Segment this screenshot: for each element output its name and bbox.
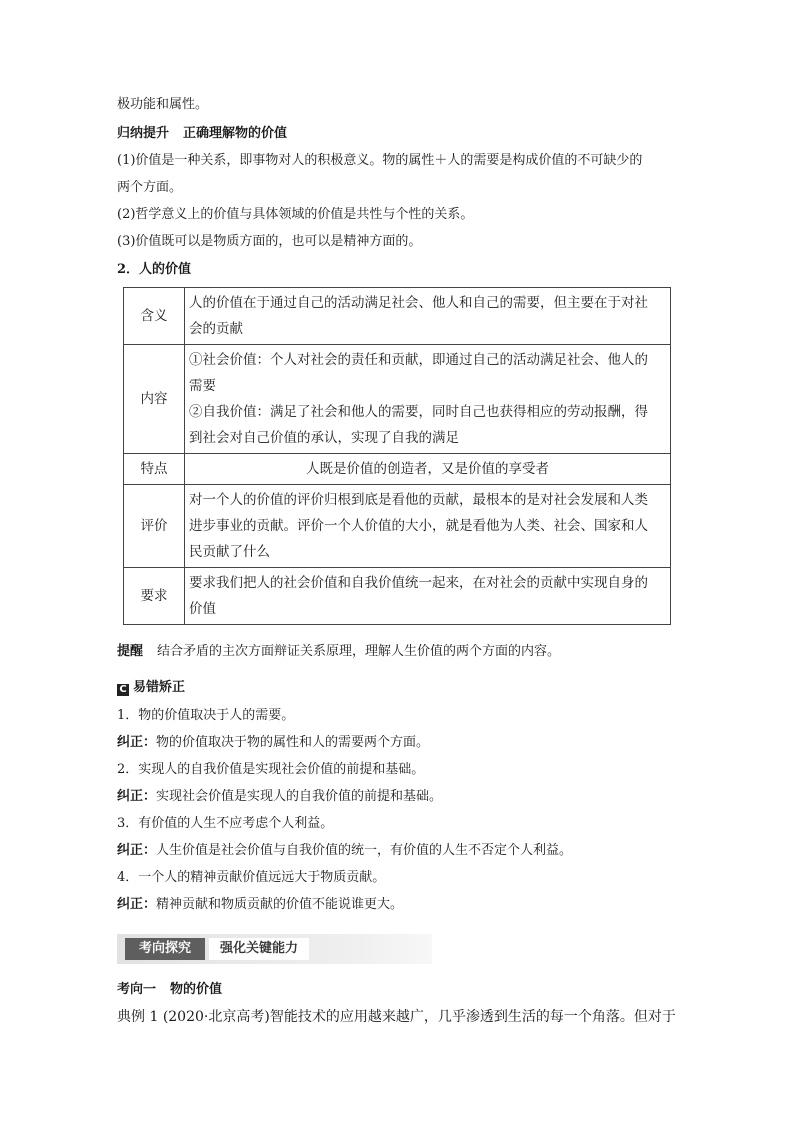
section-label: 考向探究 [125,938,205,960]
summary-point-1-cont: 两个方面。 [117,180,183,195]
row-label: 特点 [124,454,185,485]
reminder [117,643,560,661]
summary-heading [117,125,287,143]
pitfall-claim-4: 4．一个人的精神贡献价值远远大于物质贡献。 [117,870,386,885]
pitfall-fix-4: 纠正：精神贡献和物质贡献的价值不能说谁更大。 [117,897,404,912]
reminder-label: 提醒 [117,644,144,659]
table-row [124,288,671,345]
summary-title: 正确理解物的价值 [183,126,288,141]
row-content: 人的价值在于通过自己的活动满足社会、他人和自己的需要，但主要在于对社 会的贡献 [185,288,671,345]
table-row [124,485,671,568]
row-label: 内容 [124,345,185,454]
pitfall-fix-3: 纠正：人生价值是社会价值与自我价值的统一，有价值的人生不否定个人利益。 [117,843,573,858]
section-subtitle: 强化关键能力 [209,938,309,960]
pitfall-claim-1: 1．物的价值取决于人的需要。 [117,708,295,723]
human-value-table [123,287,671,625]
pitfall-claim-3: 3．有价值的人生不应考虑个人利益。 [117,816,334,831]
pitfall-claim-2: 2．实现人的自我价值是实现社会价值的前提和基础。 [117,762,425,777]
example-text: 智能技术的应用越来越广，几乎渗透到生活的每一个角落。但对于 [269,1009,676,1025]
row-label: 评价 [124,485,185,568]
row-content: 人既是价值的创造者，又是价值的享受者 [185,454,671,485]
human-value-heading: 2．人的价值 [117,262,192,277]
pitfalls-heading [117,679,185,697]
pitfall-fix-1: 纠正：物的价值取决于物的属性和人的需要两个方面。 [117,735,430,750]
pitfalls-title: 易错矫正 [133,680,186,695]
direction-heading: 考向一 物的价值 [117,982,223,997]
example-line [117,1008,676,1026]
reminder-text: 结合矛盾的主次方面辩证关系原理，理解人生价值的两个方面的内容。 [157,644,561,659]
summary-point-2: (2)哲学意义上的价值与具体领域的价值是共性与个性的关系。 [117,207,474,222]
summary-point-1: (1)价值是一种关系，即事物对人的积极意义。物的属性＋人的需要是构成价值的不可缺少的 [117,153,643,168]
row-content: 对一个人的价值的评价归根到底是看他的贡献，最根本的是对社会发展和人类 进步事业的贡献。评价一个人价值的大小，就是看他为人类、社会、国家和人 民贡献了什么 [185,485,671,568]
section-banner [117,934,432,964]
pitfall-fix-2: 纠正：实现社会价值是实现人的自我价值的前提和基础。 [117,789,443,804]
example-label: 典例 1 [117,1009,159,1025]
row-content: ①社会价值：个人对社会的责任和贡献，即通过自己的活动满足社会、他人的 需要 ②自我价值：满足了社会和他人的需要，同时自己也获得相应的劳动报酬，得 到社会对自己价值的承认，实现了自我的满足 [185,345,671,454]
table-row [124,568,671,625]
row-content: 要求我们把人的社会价值和自我价值统一起来，在对社会的贡献中实现自身的 价值 [185,568,671,625]
summary-point-3: (3)价值既可以是物质方面的，也可以是精神方面的。 [117,234,422,249]
intro-line: 极功能和属性。 [117,97,209,112]
table-row [124,345,671,454]
c-badge-icon: C [117,684,129,696]
example-source: (2020·北京高考) [162,1009,270,1025]
summary-label: 归纳提升 [117,126,170,141]
table-row [124,454,671,485]
row-label: 要求 [124,568,185,625]
row-label: 含义 [124,288,185,345]
